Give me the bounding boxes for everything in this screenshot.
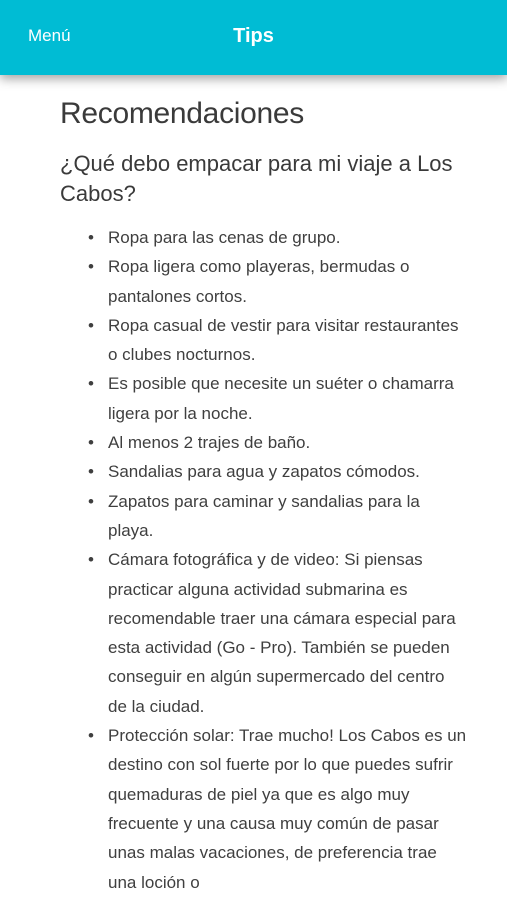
tip-item: [88, 487, 467, 546]
tip-text: Al menos 2 trajes de baño.: [108, 433, 311, 453]
tips-content: [0, 75, 507, 897]
header-title: Tips: [233, 25, 274, 47]
app-header: [0, 0, 507, 75]
tip-item: [88, 428, 467, 457]
tip-item: [88, 721, 467, 897]
bullet-icon: •: [88, 257, 94, 277]
bullet-icon: •: [88, 433, 94, 453]
tip-text: Ropa casual de vestir para visitar restaurantes o clubes nocturnos.: [108, 315, 459, 365]
bullet-icon: •: [88, 491, 94, 511]
tip-text: Ropa para las cenas de grupo.: [108, 228, 341, 247]
section-heading: ¿Qué debo empacar para mi viaje a Los Cabos?: [60, 151, 453, 206]
page-title: Recomendaciones: [60, 97, 304, 130]
bullet-icon: •: [88, 462, 94, 482]
tip-item: [88, 545, 467, 721]
tip-item: [88, 369, 467, 428]
tip-item: [88, 311, 467, 370]
tip-item: [88, 457, 467, 486]
bullet-icon: •: [88, 315, 94, 335]
tip-item: [88, 252, 467, 311]
tip-text: Cámara fotográfica y de video: Si piensas practicar alguna actividad submarina es recomendable traer una cámara especial para esta actividad (Go - Pro). También se pueden conseguir en algún supermercado del centro de la ciudad.: [108, 550, 456, 716]
bullet-icon: •: [88, 726, 94, 746]
tip-text: Ropa ligera como playeras, bermudas o pantalones cortos.: [108, 257, 410, 306]
tip-item: [88, 223, 467, 252]
tip-text: Es posible que necesite un suéter o chamarra ligera por la noche.: [108, 374, 454, 423]
menu-button[interactable]: Menú: [28, 26, 71, 45]
tips-list: [60, 223, 467, 897]
bullet-icon: •: [88, 228, 94, 247]
tip-text: Zapatos para caminar y sandalias para la playa.: [108, 491, 420, 540]
bullet-icon: •: [88, 374, 94, 394]
bullet-icon: •: [88, 550, 94, 570]
tip-text: Protección solar: Trae mucho! Los Cabos es un destino con sol fuerte por lo que puedes sufrir quemaduras de piel ya que es algo muy frecuente y una causa muy común de pasar unas malas vacaciones, de preferencia trae una loción o: [108, 726, 467, 892]
tip-text: Sandalias para agua y zapatos cómodos.: [108, 462, 420, 482]
